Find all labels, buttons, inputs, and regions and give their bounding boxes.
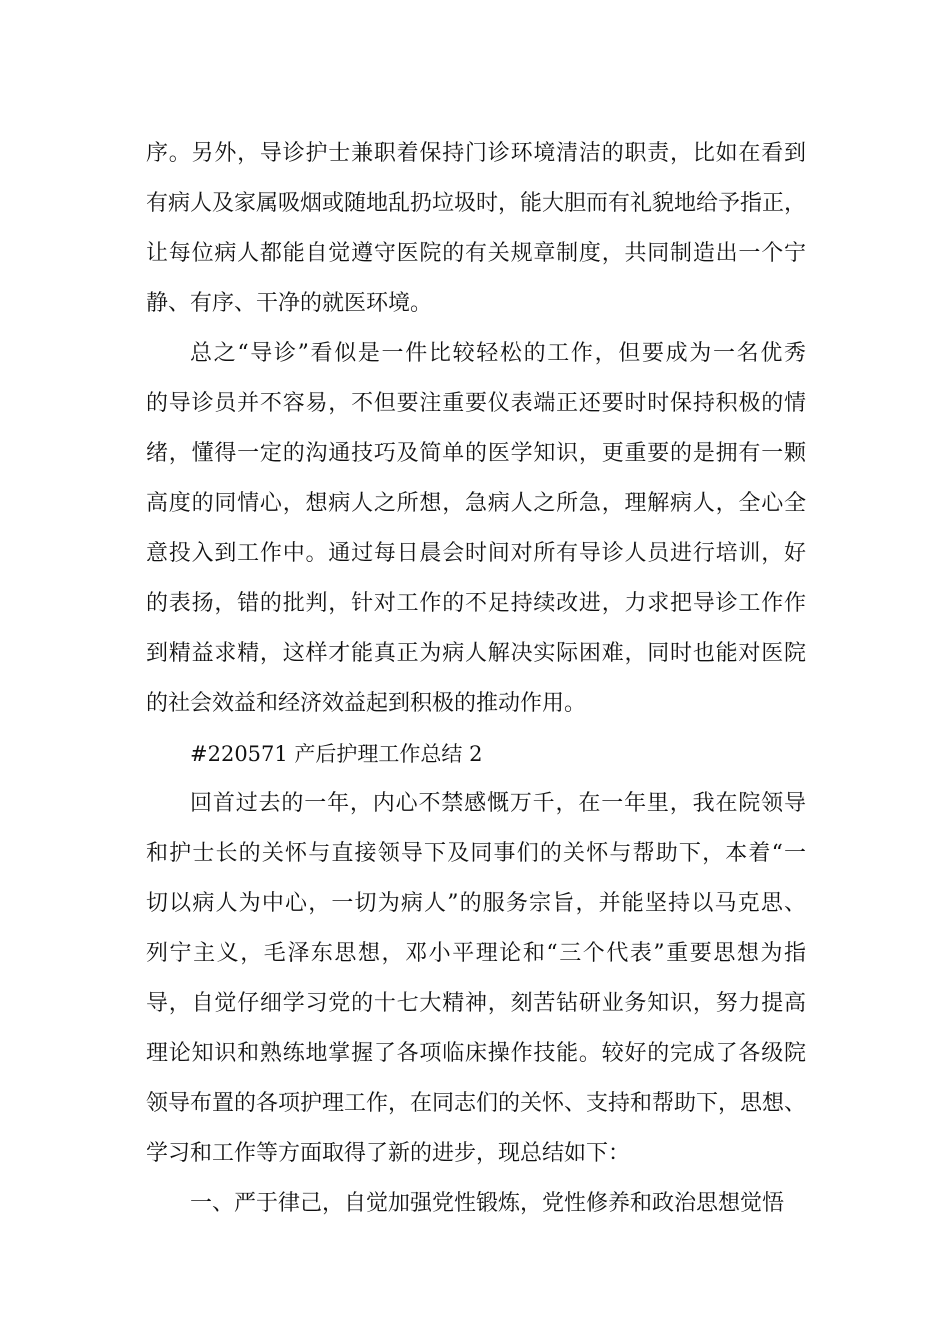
paragraph xyxy=(146,329,806,729)
text-line: 理论知识和熟练地掌握了各项临床操作技能。较好的完成了各级院 xyxy=(146,1041,806,1066)
text-line: 绪，懂得一定的沟通技巧及简单的医学知识，更重要的是拥有一颗 xyxy=(146,441,806,466)
paragraph xyxy=(146,1179,806,1229)
text-line: 学习和工作等方面取得了新的进步，现总结如下： xyxy=(146,1141,631,1166)
text-line: 有病人及家属吸烟或随地乱扔垃圾时，能大胆而有礼貌地给予指正， xyxy=(146,191,807,216)
paragraph xyxy=(146,129,806,329)
text-line: 的导诊员并不容易，不但要注重要仪表端正还要时时保持积极的情 xyxy=(146,391,806,416)
document-body xyxy=(146,129,806,1229)
text-line: 意投入到工作中。通过每日晨会时间对所有导诊人员进行培训，好 xyxy=(146,541,806,566)
text-line: 静、有序、干净的就医环境。 xyxy=(146,291,433,316)
section-heading: #220571 产后护理工作总结 2 xyxy=(190,742,483,766)
text-line: 列宁主义，毛泽东思想，邓小平理论和“三个代表”重要思想为指 xyxy=(146,941,806,966)
text-line: 和护士长的关怀与直接领导下及同事们的关怀与帮助下，本着“一 xyxy=(146,841,806,866)
text-line: 的表扬，错的批判，针对工作的不足持续改进，力求把导诊工作作 xyxy=(146,591,806,616)
text-line: 总之“导诊”看似是一件比较轻松的工作，但要成为一名优秀 xyxy=(190,341,806,366)
text-line: 领导布置的各项护理工作，在同志们的关怀、支持和帮助下，思想、 xyxy=(146,1091,807,1116)
text-line: 让每位病人都能自觉遵守医院的有关规章制度，共同制造出一个宁 xyxy=(146,241,806,266)
text-line: 回首过去的一年，内心不禁感慨万千，在一年里，我在院领导 xyxy=(190,791,806,816)
text-line: 切以病人为中心，一切为病人”的服务宗旨，并能坚持以马克思、 xyxy=(146,891,806,916)
text-line: 到精益求精，这样才能真正为病人解决实际困难，同时也能对医院 xyxy=(146,641,806,666)
text-line: 序。另外，导诊护士兼职着保持门诊环境清洁的职责，比如在看到 xyxy=(146,141,806,166)
text-line: 高度的同情心，想病人之所想，急病人之所急，理解病人，全心全 xyxy=(146,491,806,516)
text-line: 一、严于律己，自觉加强党性锻炼，党性修养和政治思想觉悟 xyxy=(190,1191,785,1216)
paragraph xyxy=(146,779,806,1179)
text-line: 的社会效益和经济效益起到积极的推动作用。 xyxy=(146,691,587,716)
text-line: 导，自觉仔细学习党的十七大精神，刻苦钻研业务知识，努力提高 xyxy=(146,991,806,1016)
